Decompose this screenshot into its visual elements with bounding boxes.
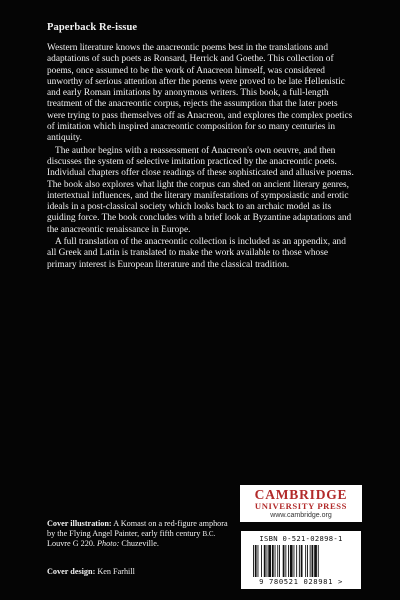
photo-label: Photo: <box>97 539 120 549</box>
barcode-bar <box>285 545 286 577</box>
blurb-paragraph-1: Western literature knows the anacreontic poems best in the translations and adaptations of such poets as Ronsard, Herrick and Goethe. This collection of poems, once assumed to be the work of Anacreon himself, was considered unworthy of serious attention after the poems were proved to be late Hellenistic and early Roman imitations by anonymous writers. This book, a full-length treatment of the anacreontic corpus, rejects the assumption that the later poets were trying to pass themselves off as Anacreon, and explores the complex poetics of imitation which inspired anacreontic composition for so many centuries in antiquity. <box>47 43 353 144</box>
isbn-barcode-box <box>241 531 361 589</box>
barcode-bar <box>318 545 319 577</box>
barcode-bar <box>255 545 257 577</box>
barcode-bar <box>253 545 254 577</box>
blurb-paragraph-3: A full translation of the anacreontic collection is included as an appendix, and all Greek and Latin is translated to make the work available to those whose primary interest is European literature and the classical tradition. <box>47 237 346 270</box>
barcode-bar <box>290 545 293 577</box>
publisher-logo <box>240 485 362 522</box>
cover-illustration-credit <box>47 519 232 550</box>
reissue-label: Paperback Re-issue <box>47 22 138 33</box>
cover-design-label: Cover design: <box>47 567 96 576</box>
barcode-bar <box>279 545 280 577</box>
cover-illustration-location: Louvre G 220. <box>47 539 98 549</box>
barcode-bar <box>275 545 276 577</box>
cover-design-credit <box>47 567 135 576</box>
back-cover-blurb <box>47 43 355 271</box>
photo-credit: Chuzeville. <box>119 539 159 549</box>
publisher-name: CAMBRIDGE <box>254 487 348 502</box>
barcode-bar <box>268 545 271 577</box>
barcode-bar <box>272 545 274 577</box>
barcode-bar <box>305 545 306 577</box>
barcode-bar <box>314 545 317 577</box>
barcode-bar <box>294 545 295 577</box>
barcode-bar <box>277 545 278 577</box>
barcode-bar <box>283 545 285 577</box>
barcode-bar <box>288 545 289 577</box>
blurb-paragraph-2: The author begins with a reassessment of Anacreon's own oeuvre, and then discusses the system of selective imitation practiced by the anacreontic poets. Individual chapters offer close readings of these sophisticated and allusive poems. The book also explores what light the corpus can shed on ancient literary genres, intertextual influences, and the literary manifestations of symposiastic and erotic ideals in a post-classical society which looks back to an archaic model as its guiding force. The book concludes with a brief look at Byzantine adaptations and the anacreontic renaissance in Europe. <box>47 145 354 235</box>
publisher-subtitle: UNIVERSITY PRESS <box>254 501 348 511</box>
barcode-digits: 9 780521 028981 > <box>259 577 343 586</box>
barcode-graphic <box>251 545 351 577</box>
publisher-url: www.cambridge.org <box>270 512 332 519</box>
barcode-bar <box>264 545 266 577</box>
cover-illustration-bc: B.C. <box>202 530 216 539</box>
barcode-bar <box>307 545 308 577</box>
cover-illustration-text: A Komast on a red-figure amphora by the Flying Angel Painter, early fifth century <box>47 519 228 539</box>
barcode-bar <box>258 545 259 577</box>
barcode-bar <box>310 545 311 577</box>
isbn-number: ISBN 0-521-02898-1 <box>259 534 343 543</box>
cover-illustration-label: Cover illustration: <box>47 519 112 528</box>
barcode-bar <box>312 545 314 577</box>
barcode-bar <box>261 545 262 577</box>
cover-design-name: Ken Farhill <box>95 567 135 576</box>
barcode-bar <box>296 545 297 577</box>
barcode-bar <box>267 545 268 577</box>
barcode-bar <box>299 545 300 577</box>
barcode-bar <box>301 545 303 577</box>
